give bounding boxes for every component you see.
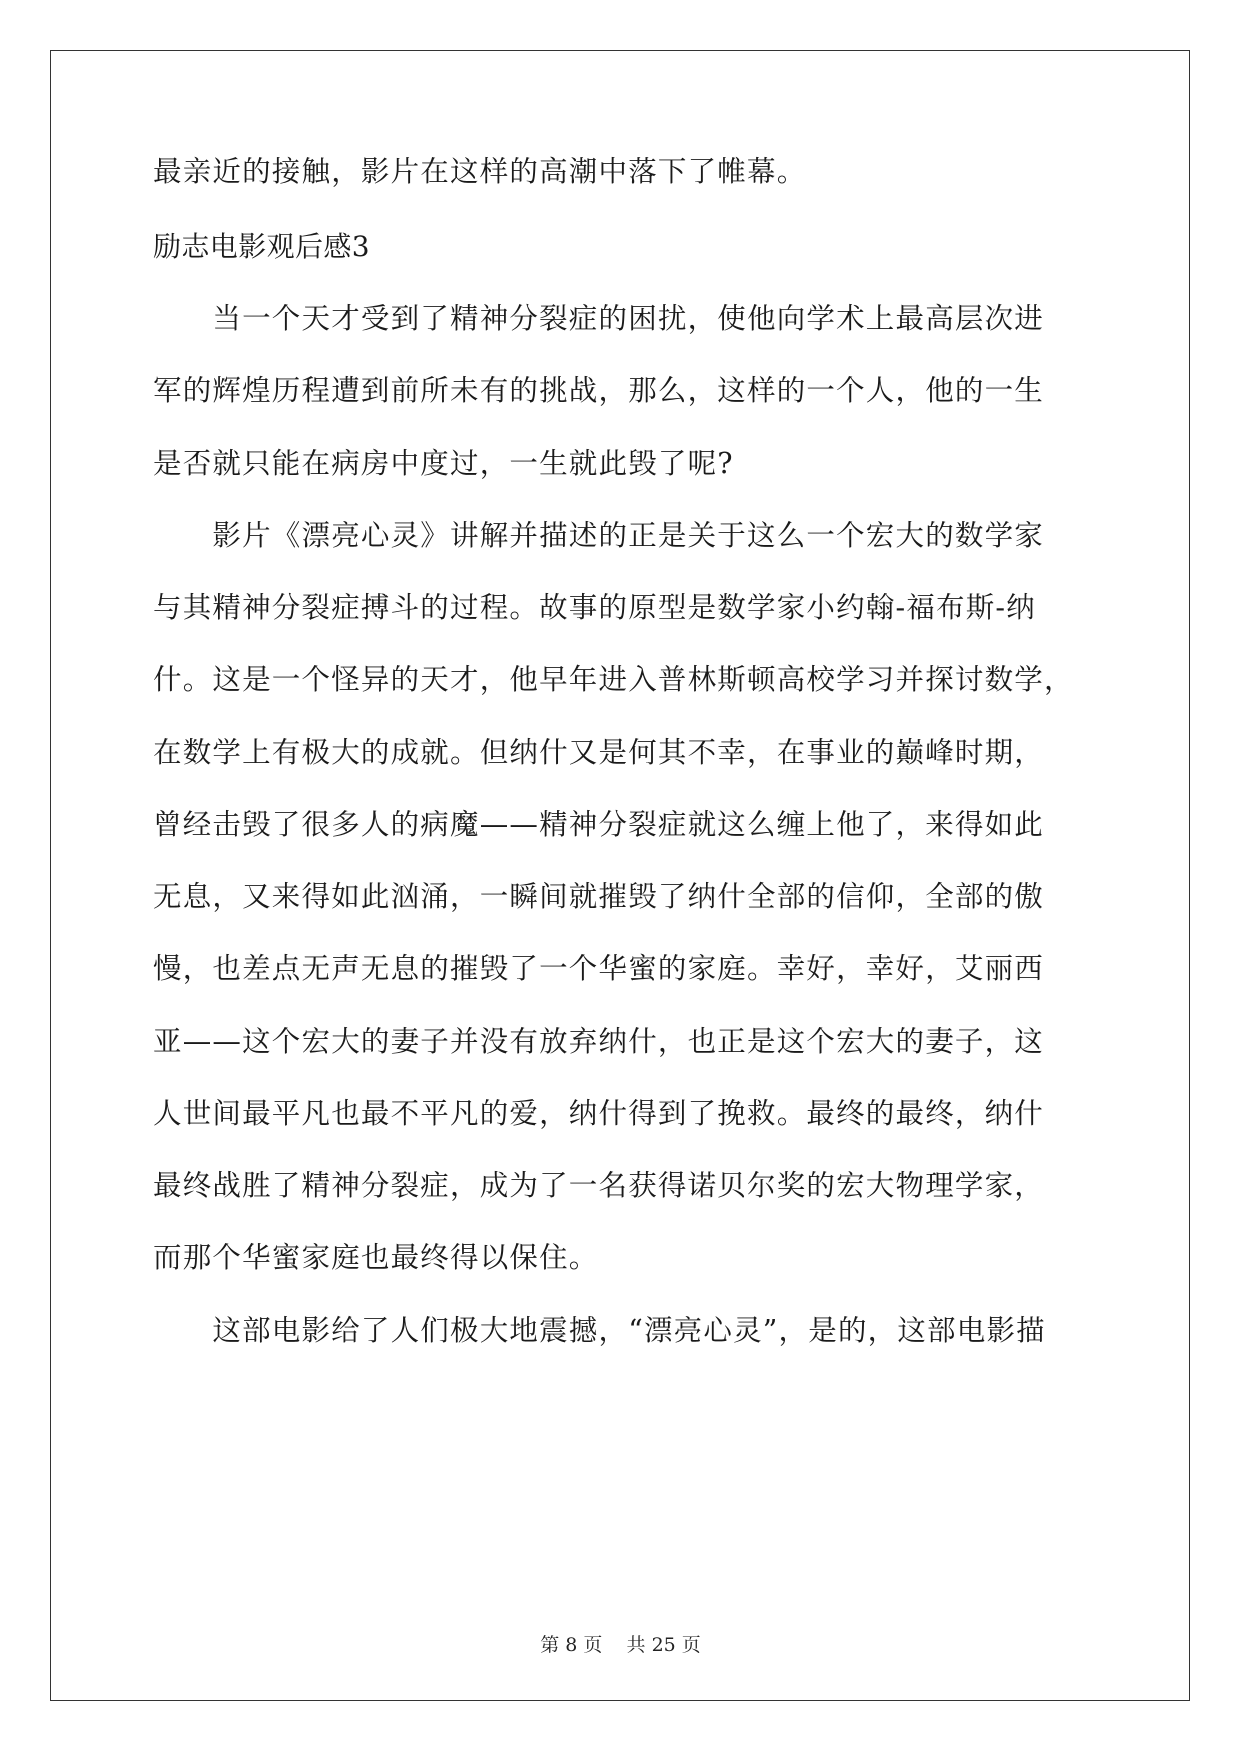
text-line: 当一个天才受到了精神分裂症的困扰，使他向学术上最高层次进 <box>153 302 1045 335</box>
text-line: 与其精神分裂症搏斗的过程。故事的原型是数学家小约翰-福布斯-纳 <box>153 591 1036 624</box>
text-line: 亚——这个宏大的妻子并没有放弃纳什，也正是这个宏大的妻子，这 <box>153 1025 1045 1058</box>
page-total: 共 25 页 <box>626 1634 701 1656</box>
text-line: 最亲近的接触，影片在这样的高潮中落下了帷幕。 <box>153 155 807 188</box>
text-line: 什。这是一个怪异的天才，他早年进入普林斯顿高校学习并探讨数学， <box>153 663 1074 696</box>
text-line: 而那个华蜜家庭也最终得以保住。 <box>153 1241 599 1274</box>
page-number: 第 8 页 <box>540 1634 603 1656</box>
text-line: 是否就只能在病房中度过，一生就此毁了呢? <box>153 447 734 480</box>
text-line: 这部电影给了人们极大地震撼，“漂亮心灵”，是的，这部电影描 <box>153 1314 1046 1347</box>
text-line: 慢，也差点无声无息的摧毁了一个华蜜的家庭。幸好，幸好，艾丽西 <box>153 952 1045 985</box>
section-heading: 励志电影观后感3 <box>153 230 371 263</box>
text-line: 无息，又来得如此汹涌，一瞬间就摧毁了纳什全部的信仰，全部的傲 <box>153 880 1045 913</box>
page-border <box>50 50 1190 1701</box>
page-footer <box>0 1630 1241 1657</box>
text-line: 曾经击毁了很多人的病魔——精神分裂症就这么缠上他了，来得如此 <box>153 808 1045 841</box>
text-line: 人世间最平凡也最不平凡的爱，纳什得到了挽救。最终的最终，纳什 <box>153 1097 1045 1130</box>
text-line: 军的辉煌历程遭到前所未有的挑战，那么，这样的一个人，他的一生 <box>153 374 1045 407</box>
text-line: 影片《漂亮心灵》讲解并描述的正是关于这么一个宏大的数学家 <box>153 519 1045 552</box>
text-line: 在数学上有极大的成就。但纳什又是何其不幸，在事业的巅峰时期， <box>153 736 1045 769</box>
text-line: 最终战胜了精神分裂症，成为了一名获得诺贝尔奖的宏大物理学家， <box>153 1169 1045 1202</box>
